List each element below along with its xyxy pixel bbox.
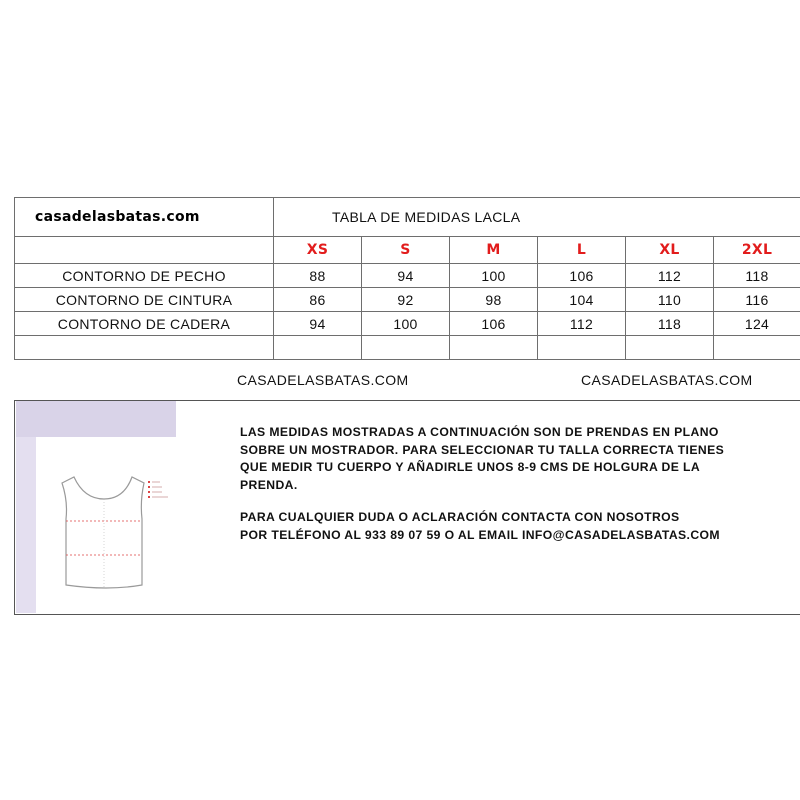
size-table xyxy=(14,197,800,360)
table-cell: 94 xyxy=(362,264,450,288)
info-line: POR TELÉFONO AL 933 89 07 59 O AL EMAIL INFO@CASADELASBATAS.COM xyxy=(240,527,720,542)
vest-outline-icon xyxy=(36,437,171,613)
table-cell: 98 xyxy=(450,288,538,312)
table-cell: 110 xyxy=(626,288,714,312)
table-row xyxy=(15,264,800,288)
empty-cell xyxy=(15,336,274,360)
size-2xl: 2XL xyxy=(714,237,800,264)
garment-diagram xyxy=(16,401,176,614)
table-cell: 112 xyxy=(626,264,714,288)
info-text xyxy=(240,424,785,559)
table-row xyxy=(15,288,800,312)
row-label-cintura: CONTORNO DE CINTURA xyxy=(15,288,274,312)
table-cell: 112 xyxy=(538,312,626,336)
empty-cell xyxy=(450,336,538,360)
size-m: M xyxy=(450,237,538,264)
table-cell: 86 xyxy=(274,288,362,312)
empty-cell xyxy=(362,336,450,360)
diagram-side-band xyxy=(16,437,36,613)
table-cell: 124 xyxy=(714,312,800,336)
empty-cell xyxy=(626,336,714,360)
info-paragraph-contact xyxy=(240,509,785,544)
table-cell: 88 xyxy=(274,264,362,288)
info-paragraph-measurements xyxy=(240,424,785,494)
info-line: PARA CUALQUIER DUDA O ACLARACIÓN CONTACTA CON NOSOTROS xyxy=(240,510,680,524)
watermark-row xyxy=(0,372,800,392)
table-cell: 116 xyxy=(714,288,800,312)
info-line: PRENDA. xyxy=(240,477,298,492)
row-label-cadera: CONTORNO DE CADERA xyxy=(15,312,274,336)
info-line: LAS MEDIDAS MOSTRADAS A CONTINUACIÓN SON DE PRENDAS EN PLANO xyxy=(240,425,719,439)
watermark-left: CASADELASBATAS.COM xyxy=(237,372,409,388)
info-line: SOBRE UN MOSTRADOR. PARA SELECCIONAR TU TALLA CORRECTA TIENES xyxy=(240,442,725,457)
empty-row xyxy=(15,336,800,360)
watermark-right: CASADELASBATAS.COM xyxy=(581,372,753,388)
brand-name: casadelasbatas.com xyxy=(15,198,274,237)
table-row xyxy=(15,312,800,336)
diagram-header-band xyxy=(16,401,176,437)
table-cell: 106 xyxy=(538,264,626,288)
table-cell: 118 xyxy=(626,312,714,336)
table-cell: 106 xyxy=(450,312,538,336)
table-cell: 118 xyxy=(714,264,800,288)
size-header-empty xyxy=(15,237,274,264)
table-cell: 100 xyxy=(362,312,450,336)
row-label-pecho: CONTORNO DE PECHO xyxy=(15,264,274,288)
table-title: TABLA DE MEDIDAS LACLA xyxy=(274,198,800,237)
size-xs: XS xyxy=(274,237,362,264)
table-cell: 94 xyxy=(274,312,362,336)
table-cell: 100 xyxy=(450,264,538,288)
size-l: L xyxy=(538,237,626,264)
size-s: S xyxy=(362,237,450,264)
empty-cell xyxy=(538,336,626,360)
size-xl: XL xyxy=(626,237,714,264)
table-cell: 104 xyxy=(538,288,626,312)
table-cell: 92 xyxy=(362,288,450,312)
info-line: QUE MEDIR TU CUERPO Y AÑADIRLE UNOS 8-9 CMS DE HOLGURA DE LA xyxy=(240,460,701,474)
empty-cell xyxy=(274,336,362,360)
empty-cell xyxy=(714,336,800,360)
size-header-row xyxy=(15,237,800,264)
table-header-row xyxy=(15,198,800,237)
